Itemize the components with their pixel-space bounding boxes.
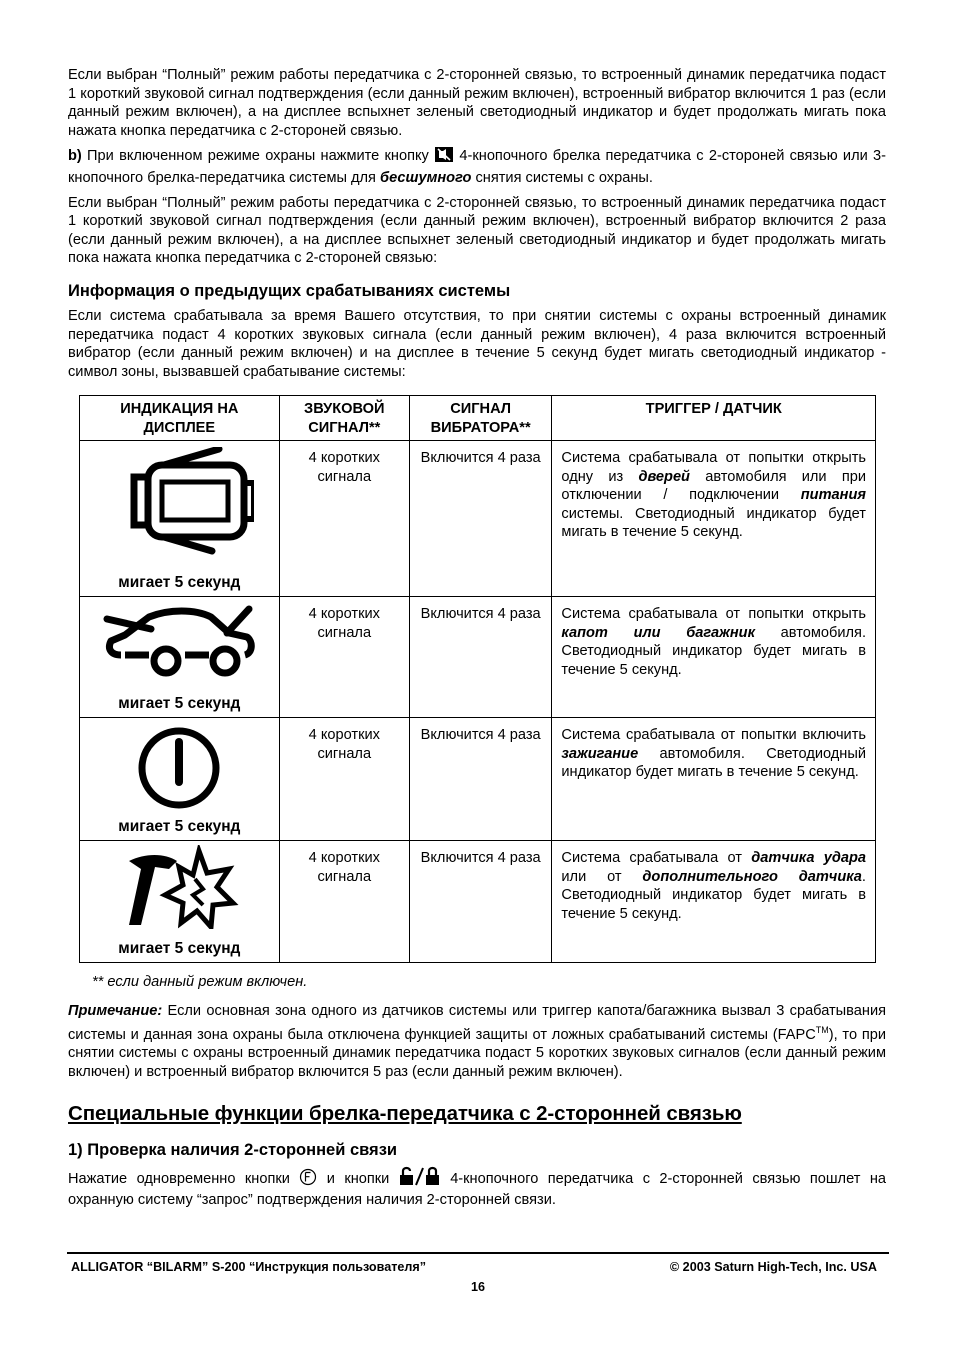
- section-info-text: Если система срабатывала за время Вашего отсутствия, то при снятии системы с охраны встроенный динамик передатчика подаст 4 коротких звуковых сигнала (если данный режим включен), 4 раза включится встроенный вибратор (если данный режим включен) и на дисплее в течение 5 секунд будет мигать светодиодный индикатор - символ зоны, вызвавшей срабатывание системы:: [68, 307, 886, 380]
- trigger-text: или от: [561, 868, 643, 885]
- header-trigger: ТРИГГЕР / ДАТЧИК: [552, 396, 876, 441]
- two-way-check-text: [68, 1166, 886, 1210]
- two-way-check-heading: 1) Проверка наличия 2-сторонней связи: [68, 1140, 398, 1159]
- trigger-text: Система срабатывала от попытки открыть одну из: [561, 450, 866, 485]
- trigger-text: Система срабатывала от попытки включить: [561, 727, 866, 744]
- header-display: ИНДИКАЦИЯ НА ДИСПЛЕЕ: [80, 396, 280, 441]
- trigger-cell: [552, 718, 876, 841]
- page-number: 16: [470, 1280, 485, 1294]
- item-b-label: b): [68, 148, 82, 165]
- table-row: [80, 718, 876, 841]
- item-b-text-2: 4-кнопочного брелка передатчика с 2-стороней связью или 3-кнопочного брелка-передатчика системы для: [68, 148, 886, 186]
- item-b-text-1: При включенном режиме охраны нажмите кнопку: [81, 148, 435, 165]
- trigger-text: . Светодиодный индикатор будет мигать в течение 5 секунд.: [561, 868, 866, 922]
- indication-cell: [80, 841, 280, 963]
- car-doors-open-icon: [80, 447, 279, 561]
- blink-label: мигает 5 секунд: [118, 573, 241, 591]
- indication-cell: [80, 597, 280, 718]
- page-footer: [67, 1252, 889, 1294]
- lock-unlock-button-icon: [399, 1166, 441, 1192]
- table-row: [80, 597, 876, 718]
- table-header-row: [80, 396, 876, 441]
- two-way-text-1: Нажатие одновременно кнопки: [68, 1170, 300, 1187]
- ignition-icon: [80, 726, 279, 816]
- page-content: [68, 66, 886, 1210]
- note-text-1: Если основная зона одного из датчиков системы или триггер капота/багажника вызвал 3 срабатывания системы и данная зона охраны была отключена функцией защиты от ложных срабатываний системы (FAPC: [68, 1003, 886, 1043]
- intro-paragraph-b: [68, 146, 886, 187]
- indication-cell: [80, 718, 280, 841]
- blink-label: мигает 5 секунд: [118, 817, 241, 835]
- indication-cell: [80, 441, 280, 597]
- trigger-text: автомобиля. Светодиодный индикатор будет мигать в течение 5 секунд.: [561, 624, 866, 678]
- header-sound: ЗВУКОВОЙ СИГНАЛ**: [279, 396, 409, 441]
- vibro-cell: Включится 4 раза: [409, 718, 552, 841]
- footer-copyright: © 2003 Saturn High-Tech, Inc. USA: [669, 1260, 877, 1274]
- item-b-text-3: снятия системы с охраны.: [471, 169, 653, 186]
- note-label: Примечание:: [68, 1003, 163, 1020]
- trigger-emphasis: дополнительного датчика: [642, 868, 862, 885]
- trigger-cell: [552, 597, 876, 718]
- footer-manual-title: ALLIGATOR “BILARM” S-200 “Инструкция пользователя”: [71, 1260, 427, 1274]
- header-vibro: СИГНАЛ ВИБРАТОРА**: [409, 396, 552, 441]
- trigger-text: автомобиля или при отключении / подключении: [561, 468, 867, 504]
- sound-cell: 4 коротких сигнала: [279, 441, 409, 597]
- table-row: [80, 441, 876, 597]
- trigger-emphasis: датчика удара: [751, 850, 866, 867]
- special-functions-heading: Специальные функции брелка-передатчика с 2-сторонней связью: [68, 1101, 742, 1125]
- note-text-2: ), то при снятии системы с охраны встроенный динамик передатчика подаст 5 коротких звуковых сигналов (если данный режим включен) и встроенный вибратор включится 5 раз (если данный режим включен).: [68, 1026, 886, 1080]
- vibro-cell: Включится 4 раза: [409, 841, 552, 963]
- intro-paragraph-1: Если выбран “Полный” режим работы передатчика с 2-сторонней связью, то встроенный динамик передатчика подаст 1 короткий звуковой сигнал подтверждения (если данный режим включен), встроенный вибратор включится 1 раз (если данный режим включен), а на дисплее вспыхнет зеленый светодиодный индикатор и будет продолжать мигать пока нажата кнопка передатчика с 2-стороней связью.: [68, 67, 886, 139]
- trigger-emphasis: капот или багажник: [561, 624, 755, 641]
- indication-table: [79, 395, 876, 963]
- table-row: [80, 841, 876, 963]
- blink-label: мигает 5 секунд: [118, 694, 241, 712]
- sound-cell: 4 коротких сигнала: [279, 597, 409, 718]
- sound-cell: 4 коротких сигнала: [279, 718, 409, 841]
- section-info-heading: Информация о предыдущих срабатываниях системы: [68, 281, 511, 300]
- table-footnote: ** если данный режим включен.: [92, 974, 308, 991]
- trademark-sup: TM: [815, 1024, 829, 1035]
- blink-label: мигает 5 секунд: [118, 939, 241, 957]
- shock-sensor-icon: [80, 845, 279, 935]
- trigger-text: автомобиля. Светодиодный индикатор будет мигать в течение 5 секунд.: [561, 745, 866, 781]
- trigger-emphasis: питания: [800, 487, 866, 504]
- trigger-text: Система срабатывала от попытки открыть: [561, 606, 866, 623]
- vibro-cell: Включится 4 раза: [409, 597, 552, 718]
- trigger-cell: [552, 841, 876, 963]
- car-hood-trunk-icon: [80, 603, 279, 687]
- silent-disarm-button-icon: [434, 146, 454, 169]
- trigger-text: системы. Светодиодный индикатор будет мигать в течение 5 секунд.: [561, 505, 866, 541]
- note-paragraph: [68, 1002, 886, 1081]
- two-way-text-2: и кнопки: [317, 1170, 399, 1187]
- silent-emphasis: бесшумного: [380, 169, 472, 186]
- f-button-icon: [299, 1168, 317, 1192]
- trigger-text: Система срабатывала от: [561, 850, 752, 867]
- vibro-cell: Включится 4 раза: [409, 441, 552, 597]
- sound-cell: 4 коротких сигнала: [279, 841, 409, 963]
- intro-paragraph-3: Если выбран “Полный” режим работы передатчика с 2-сторонней связью, то встроенный динамик передатчика подаст 1 короткий звуковой сигнал подтверждения (если данный режим включен), встроенный вибратор включится 2 раза (если данный режим включен), а на дисплее вспыхнет зеленый светодиодный индикатор и будет продолжать мигать пока нажата кнопка передатчика с 2-стороней связью:: [68, 194, 886, 267]
- trigger-emphasis: дверей: [638, 468, 690, 485]
- trigger-emphasis: зажигание: [561, 745, 639, 762]
- two-way-text-3: 4-кнопочного передатчика с 2-сторонней связью пошлет на охранную систему “запрос” подтверждения наличия 2-сторонней связи.: [68, 1170, 886, 1209]
- trigger-cell: [552, 441, 876, 597]
